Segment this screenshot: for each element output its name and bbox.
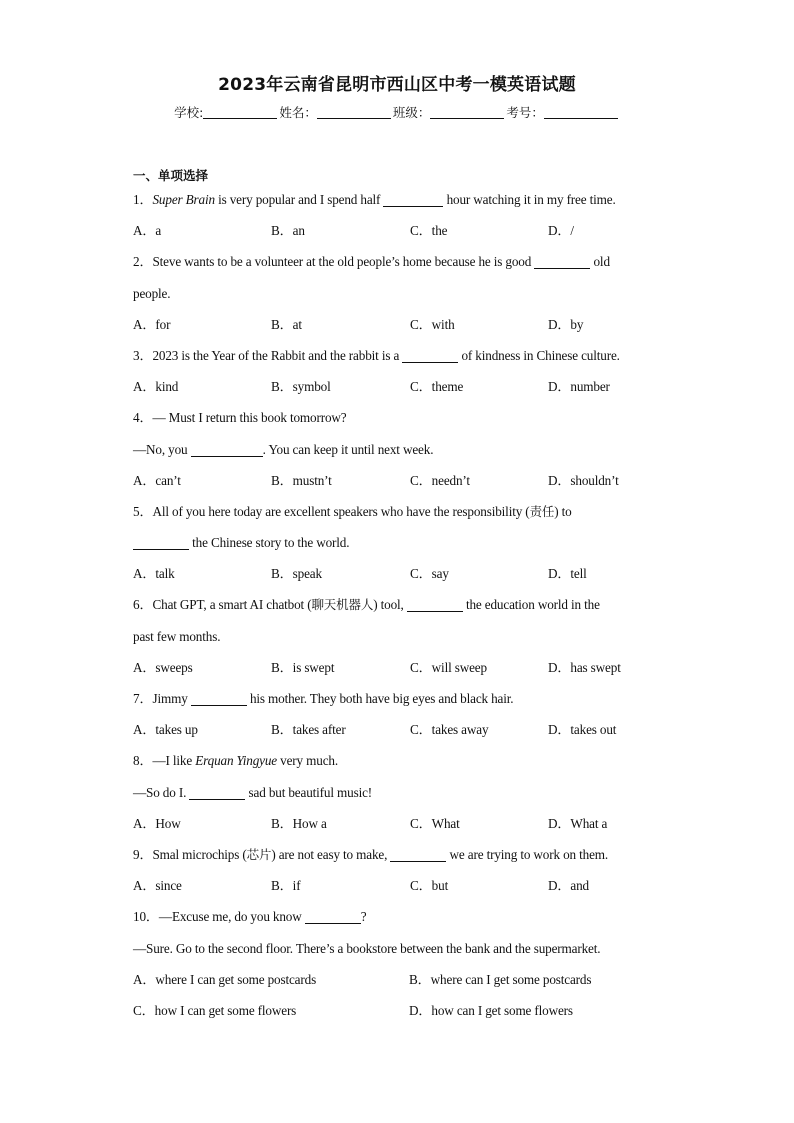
question-text: ) to: [554, 503, 572, 519]
question-10-cont: [133, 937, 673, 968]
question-text: 4．— Must I return this book tomorrow?: [133, 410, 347, 426]
option-d[interactable]: D．has swept: [548, 659, 621, 675]
options-1: [133, 219, 673, 250]
option-a[interactable]: A．since: [133, 878, 182, 894]
question-5: [133, 500, 673, 531]
question-text: sad but beautiful music!: [245, 784, 373, 800]
option-a[interactable]: A．can’t: [133, 472, 181, 488]
option-a[interactable]: A．sweeps: [133, 659, 193, 675]
question-text: 3．2023 is the Year of the Rabbit and the rabbit is a: [133, 347, 403, 363]
options-9: [133, 874, 673, 905]
option-c[interactable]: C．What: [410, 815, 460, 831]
option-a[interactable]: A．talk: [133, 566, 175, 582]
question-text: his mother. They both have big eyes and black hair.: [246, 691, 514, 706]
option-c[interactable]: C．the: [410, 223, 448, 239]
question-text: —So do I.: [133, 784, 190, 800]
options-5: [133, 562, 673, 593]
question-1: [133, 188, 673, 219]
question-2-cont: [133, 282, 673, 313]
answer-blank[interactable]: [133, 535, 189, 550]
option-d[interactable]: D．how can I get some flowers: [409, 1002, 573, 1018]
chinese-gloss: 芯片: [246, 846, 272, 862]
question-8-cont: [133, 781, 673, 812]
question-text: 6．Chat GPT, a smart AI chatbot (: [133, 597, 312, 613]
question-2: [133, 250, 673, 281]
answer-blank[interactable]: [534, 254, 590, 269]
answer-blank[interactable]: [402, 348, 458, 363]
question-text: 7．Jimmy: [133, 691, 191, 706]
option-c[interactable]: C．needn’t: [410, 472, 470, 488]
number-blank[interactable]: [544, 106, 618, 119]
question-6-cont: [133, 625, 673, 656]
question-text: —No, you: [133, 441, 191, 457]
question-text: is very popular and I spend half: [214, 192, 384, 207]
option-d[interactable]: D．tell: [548, 566, 587, 582]
option-d[interactable]: D．shouldn’t: [548, 472, 619, 488]
chinese-gloss: 聊天机器人: [311, 597, 374, 613]
option-d[interactable]: D．and: [548, 878, 590, 894]
question-text: 2．Steve wants to be a volunteer at the old people’s home because he is good: [133, 254, 535, 270]
question-list: [133, 188, 673, 1030]
option-c[interactable]: C．theme: [410, 379, 464, 395]
answer-blank[interactable]: [407, 597, 463, 612]
options-6: [133, 656, 673, 687]
question-text: 10．—Excuse me, do you know: [133, 909, 305, 925]
option-a[interactable]: A．where I can get some postcards: [133, 971, 317, 987]
options-10-row2: [133, 999, 673, 1030]
option-a[interactable]: A．for: [133, 316, 171, 332]
question-6: [133, 593, 673, 624]
option-d[interactable]: D．/: [548, 223, 574, 239]
question-text: of kindness in Chinese culture.: [458, 347, 620, 363]
question-text: ?: [360, 909, 367, 925]
question-3: [133, 344, 673, 375]
section-title: 一、单项选择: [133, 168, 209, 183]
school-label: 学校:: [174, 105, 204, 120]
option-b[interactable]: B．if: [271, 878, 301, 894]
options-4: [133, 469, 673, 500]
chinese-gloss: 责任: [529, 503, 555, 519]
name-blank[interactable]: [317, 106, 391, 119]
answer-blank[interactable]: [305, 909, 361, 924]
option-b[interactable]: B．where can I get some postcards: [409, 971, 592, 987]
options-10-row1: [133, 968, 673, 999]
question-10: [133, 905, 673, 936]
answer-blank[interactable]: [189, 785, 245, 800]
student-info-line: [0, 103, 794, 121]
option-b[interactable]: B．an: [271, 223, 305, 239]
class-blank[interactable]: [430, 106, 504, 119]
option-c[interactable]: C．takes away: [410, 722, 489, 738]
question-9: [133, 843, 673, 874]
option-b[interactable]: B．takes after: [271, 722, 346, 738]
question-text: very much.: [277, 753, 338, 769]
number-label: 考号：: [506, 105, 544, 120]
option-a[interactable]: A．takes up: [133, 722, 198, 738]
question-text: hour watching it in my free time.: [443, 192, 616, 207]
question-text: the education world in the: [462, 597, 600, 613]
question-text: ) tool,: [373, 597, 407, 613]
option-d[interactable]: D．by: [548, 316, 584, 332]
exam-title: 2023年云南省昆明市西山区中考一模英语试题: [218, 75, 576, 95]
option-c[interactable]: C．how I can get some flowers: [133, 1002, 297, 1018]
option-a[interactable]: A．a: [133, 223, 162, 239]
question-5-cont: [133, 531, 673, 562]
question-text: 1．: [133, 192, 153, 207]
option-d[interactable]: D．number: [548, 379, 610, 395]
question-text: the Chinese story to the world.: [189, 535, 350, 551]
option-b[interactable]: B．speak: [271, 566, 322, 582]
option-d[interactable]: D．takes out: [548, 722, 617, 738]
options-2: [133, 313, 673, 344]
question-text: —Sure. Go to the second floor. There’s a bookstore between the bank and the supermarket.: [133, 940, 601, 956]
question-8: [133, 749, 673, 780]
answer-blank[interactable]: [383, 192, 443, 207]
options-3: [133, 375, 673, 406]
question-text: 5．All of you here today are excellent speakers who have the responsibility (: [133, 503, 530, 519]
question-italic: Erquan Yingyue: [195, 753, 278, 769]
option-a[interactable]: A．kind: [133, 379, 179, 395]
question-text: we are trying to work on them.: [446, 846, 609, 862]
question-text: old: [590, 254, 610, 270]
question-text: . You can keep it until next week.: [262, 441, 434, 457]
options-8: [133, 812, 673, 843]
option-c[interactable]: C．but: [410, 878, 449, 894]
option-c[interactable]: C．say: [410, 566, 449, 582]
question-text: past few months.: [133, 628, 221, 644]
question-text: people.: [133, 285, 171, 301]
answer-blank[interactable]: [191, 691, 247, 706]
question-text: 9．Smal microchips (: [133, 846, 247, 862]
options-7: [133, 718, 673, 749]
name-label: 姓名：: [279, 105, 317, 120]
question-4: [133, 406, 673, 437]
answer-blank[interactable]: [191, 442, 263, 457]
option-d[interactable]: D．What a: [548, 815, 608, 831]
question-text: 8．—I like: [133, 753, 196, 769]
option-c[interactable]: C．will sweep: [410, 659, 487, 675]
option-b[interactable]: B．symbol: [271, 379, 331, 395]
question-7: [133, 687, 673, 718]
option-a[interactable]: A．How: [133, 815, 181, 831]
option-b[interactable]: B．at: [271, 316, 302, 332]
question-4-cont: [133, 438, 673, 469]
question-text: ) are not easy to make,: [271, 846, 391, 862]
option-b[interactable]: B．is swept: [271, 659, 335, 675]
school-blank[interactable]: [203, 106, 277, 119]
question-italic: Super Brain: [152, 192, 215, 207]
option-b[interactable]: B．mustn’t: [271, 472, 332, 488]
class-label: 班级：: [392, 105, 431, 120]
option-b[interactable]: B．How a: [271, 815, 327, 831]
answer-blank[interactable]: [390, 847, 446, 862]
option-c[interactable]: C．with: [410, 316, 455, 332]
